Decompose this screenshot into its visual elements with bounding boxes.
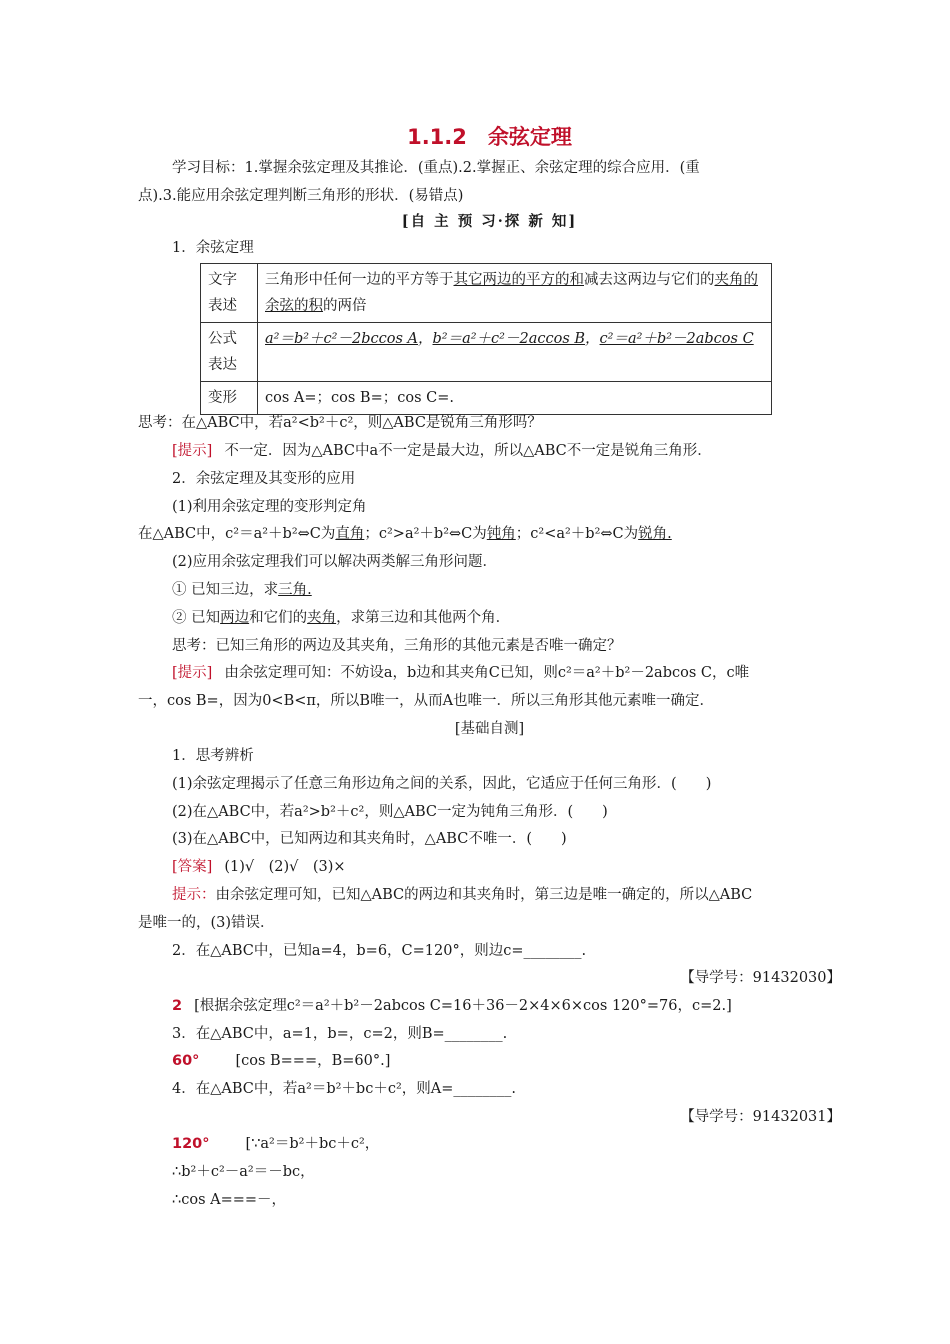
formula-2: b²＝a²＋c²－2accos B — [432, 331, 586, 347]
case1-text: ① 已知三边，求 — [172, 582, 279, 598]
item2-title: 2．余弦定理及其变形的应用 — [172, 471, 356, 487]
table-value-formula — [258, 323, 772, 382]
table-row — [201, 323, 772, 382]
answer2-value: 2 — [172, 998, 183, 1014]
table-row — [201, 264, 772, 323]
answer-3 — [172, 1051, 841, 1071]
hint2-line2: 一，cos B=，因为0<B<π，所以B唯一，从而A也唯一．所以三角形其他元素唯一确定． — [138, 693, 715, 709]
q1-statement-1: (1)余弦定理揭示了任意三角形边角之间的关系，因此，它适应于任何三角形．( ) — [172, 776, 712, 792]
q1-title: 1．思考辨析 — [172, 748, 254, 764]
judge-acute-angle: 锐角. — [638, 526, 672, 542]
answer4-value: 120° — [172, 1136, 210, 1152]
case2-text-c: ，求第三边和其他两个角． — [336, 610, 511, 626]
answer3-value: 60° — [172, 1053, 200, 1069]
hint2-line1: 由余弦定理可知：不妨设a，b边和其夹角C已知，则c²＝a²＋b²－2abcos C，c唯 — [224, 665, 750, 681]
answer-text: (1)√ (2)√ (3)× — [224, 859, 346, 875]
tip-label: 提示： — [172, 887, 216, 903]
table-value-text-description — [258, 264, 772, 323]
q1-statement-3: (3)在△ABC中，已知两边和其夹角时，△ABC不唯一．( ) — [172, 831, 567, 847]
tip-text-1: 由余弦定理可知，已知△ABC的两边和其夹角时，第三边是唯一确定的，所以△ABC — [215, 887, 753, 903]
q4: 4．在△ABC中，若a²＝b²＋bc＋c²，则A=________. — [172, 1081, 516, 1097]
think-question-1: 思考：在△ABC中，若a²<b²＋c²，则△ABC是锐角三角形吗？ — [138, 415, 542, 431]
table-row — [201, 382, 772, 415]
section-header-selftest: [基础自测] — [454, 721, 525, 737]
answer-label: [答案] — [172, 859, 213, 875]
desc-underline-2: 夹角的余弦的积 — [265, 272, 758, 314]
answer4-line2: ∴b²＋c²－a²＝－bc， — [172, 1164, 315, 1180]
q3: 3．在△ABC中，a=1，b=，c=2，则B=________. — [172, 1026, 508, 1042]
page-title: 1.1.2 余弦定理 — [407, 125, 572, 149]
judge-text-b: ；c²>a²＋b²⇔C为 — [364, 526, 487, 542]
answer-2 — [172, 996, 841, 1016]
desc-text-b: 减去这两边与它们的 — [584, 272, 715, 288]
answer2-explain: [根据余弦定理c²＝a²＋b²－2abcos C=16＋36－2×4×6×cos 120°=76，c=2.] — [194, 998, 732, 1014]
guide-number-2: 【导学号：91432031】 — [680, 1109, 841, 1125]
tip-line1 — [172, 885, 841, 905]
judge-text-a: 在△ABC中，c²＝a²＋b²⇔C为 — [138, 526, 336, 542]
item2-subtitle-1: (1)利用余弦定理的变形判定角 — [172, 499, 367, 515]
q1-statement-2: (2)在△ABC中，若a²>b²＋c²，则△ABC一定为钝角三角形．( ) — [172, 804, 608, 820]
tip-line2: 是唯一的，(3)错误． — [138, 915, 275, 931]
section-header-preview: [自 主 预 习·探 新 知] — [401, 213, 578, 230]
case2-underline-1: 两边 — [220, 610, 250, 626]
learning-goals-line2: 点).3.能应用余弦定理判断三角形的形状．(易错点) — [138, 188, 464, 204]
hint-paragraph-2 — [172, 663, 841, 683]
table-key-variant: 变形 — [201, 382, 258, 415]
judge-right-angle: 直角 — [335, 526, 365, 542]
desc-text-c: 的两倍 — [323, 298, 367, 314]
guide-number-1: 【导学号：91432030】 — [680, 970, 841, 986]
formula-1: a²＝b²＋c²－2bccos A — [265, 331, 418, 347]
answer4-line1: [∵a²＝b²＋bc＋c²， — [245, 1136, 380, 1152]
item1-title: 1．余弦定理 — [172, 240, 254, 256]
answer3-explain: [cos B===，B=60°.] — [235, 1053, 391, 1069]
table-key-formula: 公式表达 — [201, 323, 258, 382]
formula-sep-1: ， — [418, 331, 433, 347]
case-1 — [172, 580, 841, 600]
desc-underline-1: 其它两边的平方的和 — [453, 272, 584, 288]
table-value-variant: cos A=；cos B=；cos C=. — [258, 382, 772, 415]
q2: 2．在△ABC中，已知a=4，b=6，C=120°，则边c=________. — [172, 943, 587, 959]
hint-label: [提示] — [172, 443, 213, 459]
learning-goals-line1: 学习目标：1.掌握余弦定理及其推论．(重点).2.掌握正、余弦定理的综合应用．(重 — [172, 160, 700, 176]
answer-4 — [172, 1134, 841, 1154]
case2-text-a: ② 已知 — [172, 610, 221, 626]
answer-line — [172, 857, 841, 877]
case2-underline-2: 夹角 — [307, 610, 337, 626]
hint-text-1: 不一定．因为△ABC中a不一定是最大边，所以△ABC不一定是锐角三角形． — [224, 443, 712, 459]
table-key-text-description: 文字表述 — [201, 264, 258, 323]
think-question-2: 思考：已知三角形的两边及其夹角，三角形的其他元素是否唯一确定？ — [172, 638, 622, 654]
hint-label-2: [提示] — [172, 665, 213, 681]
judge-text-c: ；c²<a²＋b²⇔C为 — [515, 526, 639, 542]
case2-text-b: 和它们的 — [249, 610, 308, 626]
angle-judgement-line — [138, 524, 841, 544]
answer4-line3: ∴cos A===－， — [172, 1192, 287, 1208]
cosine-law-table — [200, 263, 772, 415]
hint-paragraph-1 — [172, 441, 841, 461]
formula-sep-2: ， — [585, 331, 600, 347]
item2-subtitle-2: (2)应用余弦定理我们可以解决两类解三角形问题． — [172, 554, 498, 570]
case-2 — [172, 608, 841, 628]
formula-3: c²＝a²＋b²－2abcos C — [599, 331, 754, 347]
judge-obtuse-angle: 钝角 — [486, 526, 516, 542]
desc-text-a: 三角形中任何一边的平方等于 — [265, 272, 454, 288]
case1-underline: 三角. — [278, 582, 312, 598]
